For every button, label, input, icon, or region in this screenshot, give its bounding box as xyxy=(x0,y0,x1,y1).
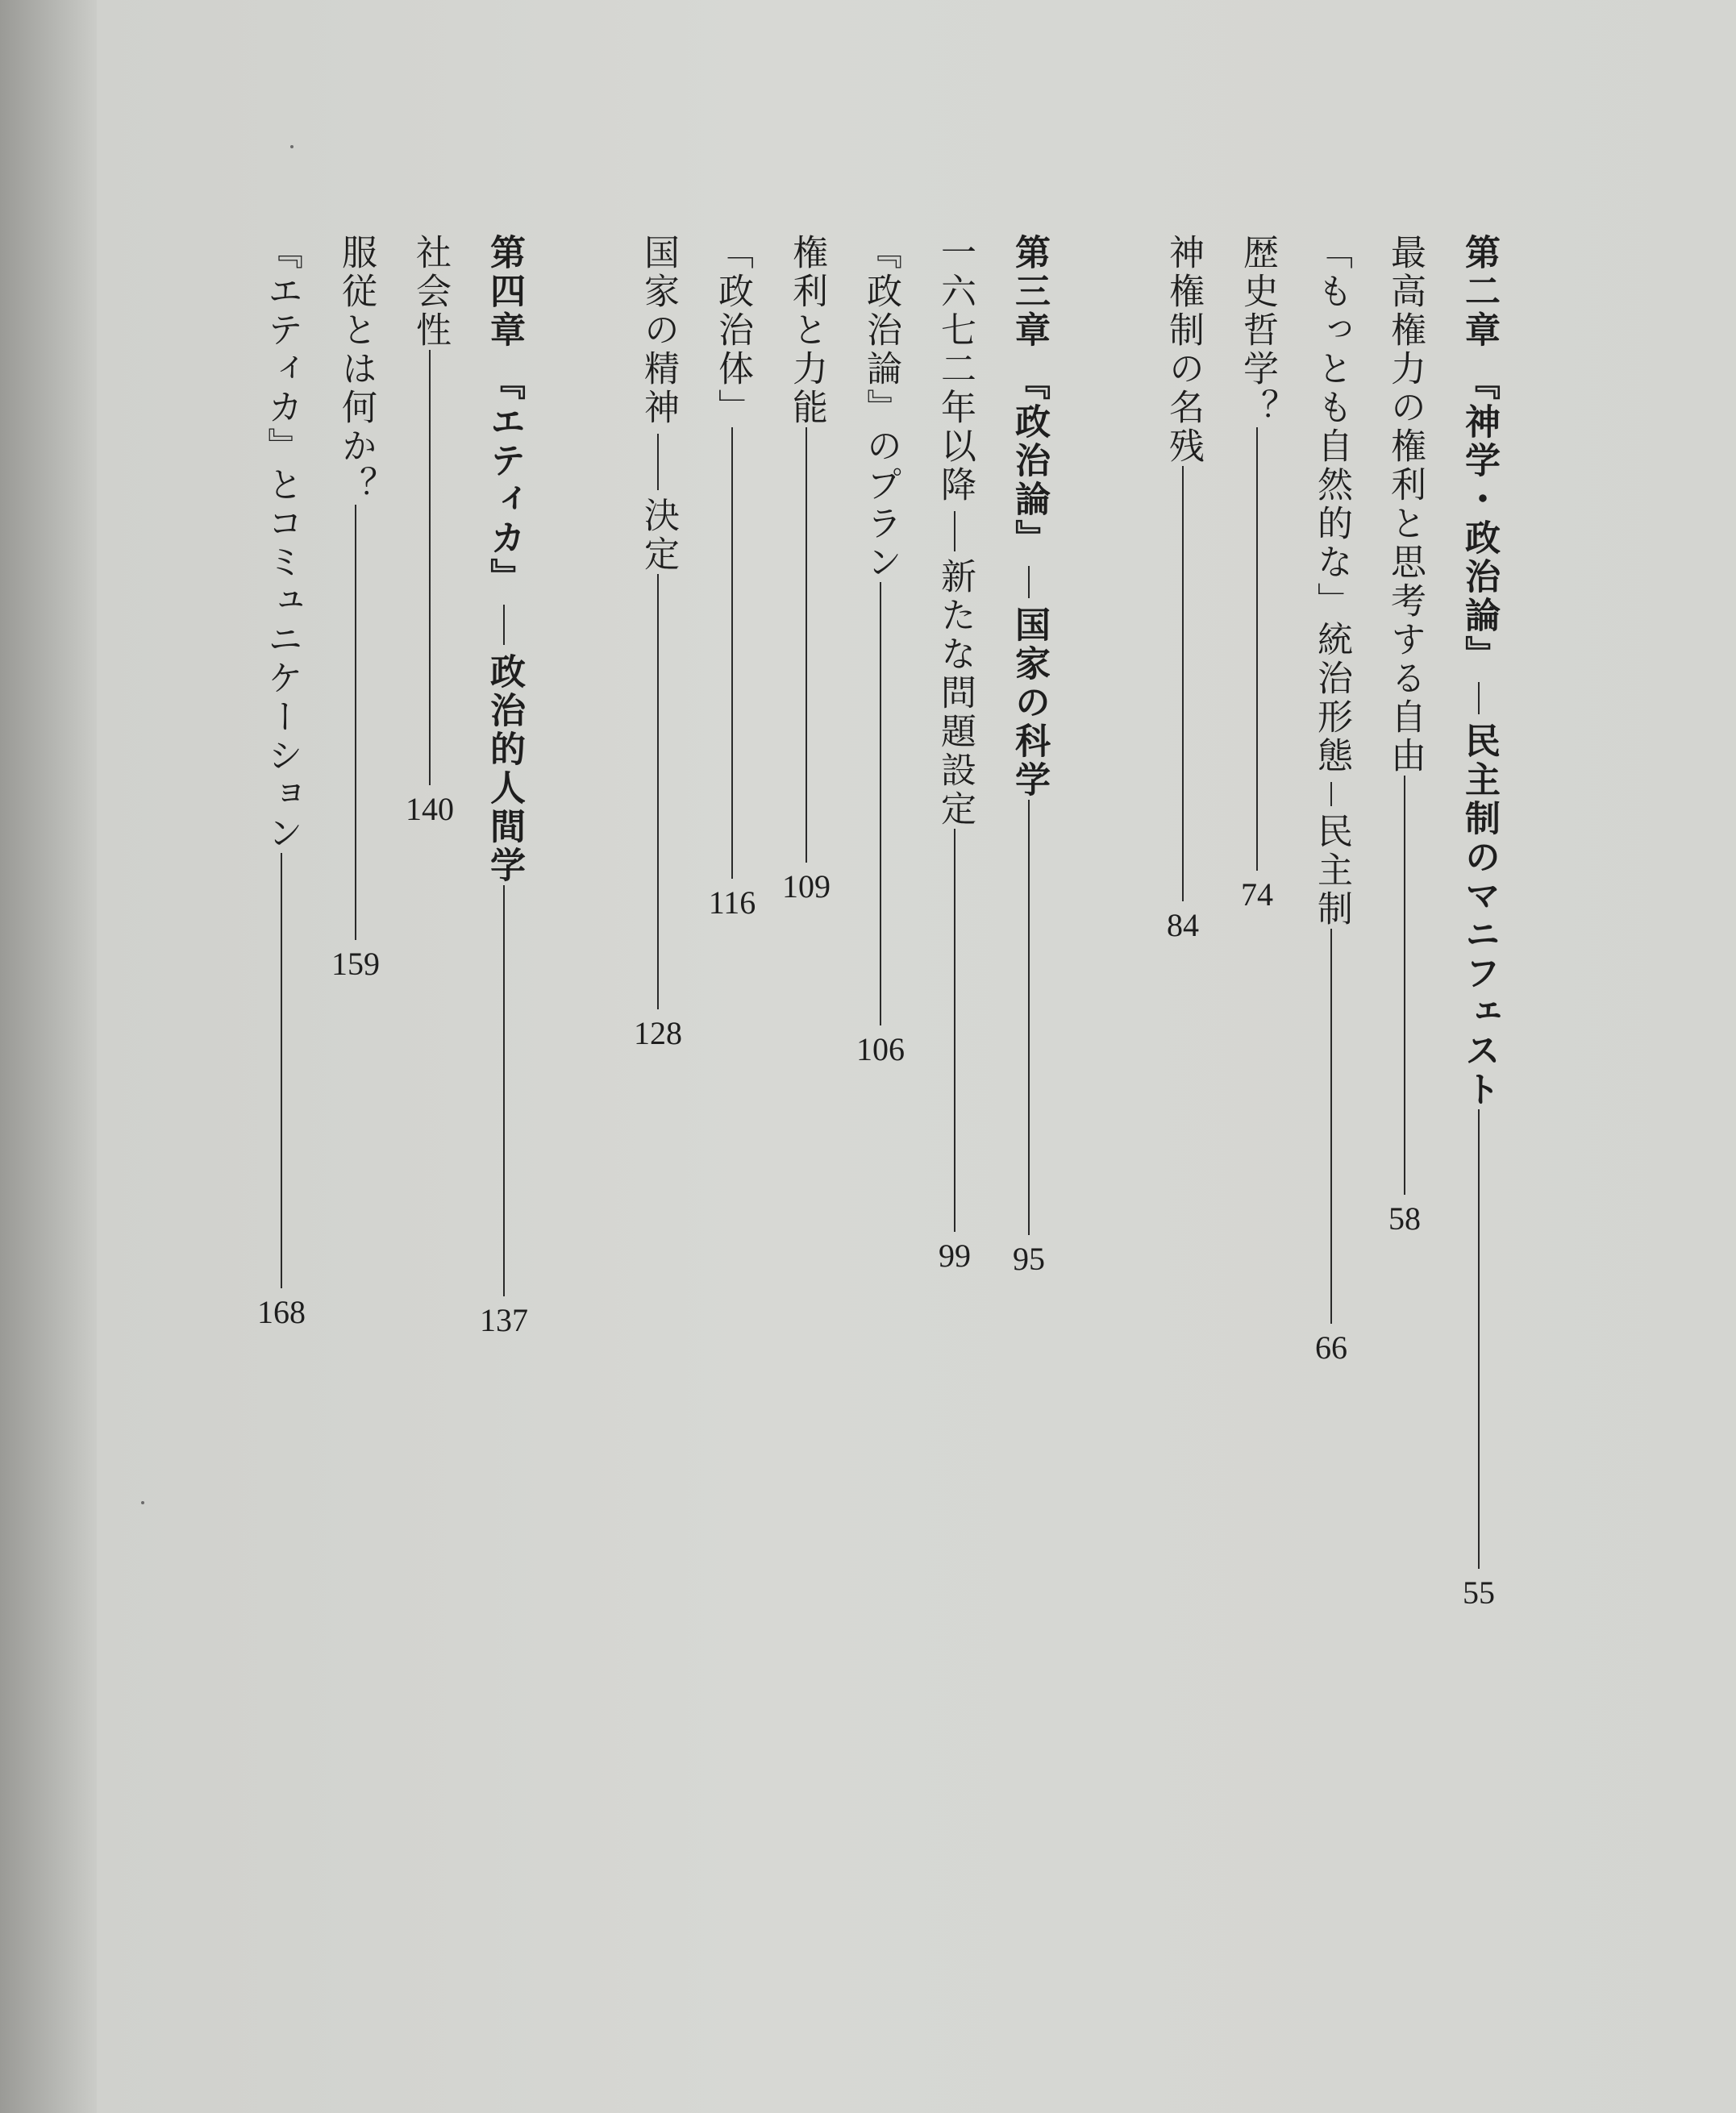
chapter-label: 第二章 xyxy=(1459,234,1500,350)
page-number: 58 xyxy=(1388,1200,1421,1237)
page-number: 66 xyxy=(1315,1329,1347,1366)
page-number: 109 xyxy=(782,868,831,905)
entry-title: 最高権力の権利と思考する自由 xyxy=(1384,234,1426,776)
chapter-title: 『政治論』 xyxy=(1009,364,1050,558)
page-number: 84 xyxy=(1167,907,1199,943)
entry-title: 国家の精神 xyxy=(638,234,679,427)
leader-rule xyxy=(503,885,505,1296)
toc-entry xyxy=(1380,234,1429,1237)
leader-rule xyxy=(1330,782,1332,806)
entry-subtitle: 決定 xyxy=(638,497,679,574)
leader-rule xyxy=(657,574,659,1009)
toc-entry xyxy=(406,234,454,828)
page-number: 106 xyxy=(856,1031,905,1067)
leader-rule xyxy=(1182,466,1184,901)
entry-title: 服従とは何か？ xyxy=(335,234,377,505)
paper-speck xyxy=(290,145,293,148)
page-number: 55 xyxy=(1463,1574,1495,1611)
book-gutter-shadow xyxy=(0,0,97,2113)
entry-title: 一六七二年以降 xyxy=(935,234,976,505)
toc-chapter-4-heading xyxy=(480,234,528,1339)
chapter-title: 『エティカ』 xyxy=(484,364,525,597)
toc-entry xyxy=(257,234,306,1331)
entry-title: 歴史哲学？ xyxy=(1237,234,1278,427)
toc-entry xyxy=(782,234,831,905)
leader-rule xyxy=(657,434,659,490)
page-number: 128 xyxy=(634,1015,682,1051)
leader-rule xyxy=(1330,929,1332,1324)
leader-rule xyxy=(954,511,955,551)
page-number: 168 xyxy=(257,1294,306,1330)
page-number: 74 xyxy=(1241,876,1273,913)
leader-rule xyxy=(1028,566,1030,598)
chapter-subtitle: 国家の科学 xyxy=(1009,606,1050,800)
toc-entry xyxy=(708,234,756,921)
page-number: 116 xyxy=(708,884,756,921)
toc-entry xyxy=(1307,234,1355,1366)
chapter-label: 第三章 xyxy=(1009,234,1050,350)
entry-subtitle: 新たな問題設定 xyxy=(935,558,976,829)
page-number: 95 xyxy=(1013,1241,1045,1277)
chapter-subtitle: 政治的人間学 xyxy=(484,653,525,885)
page-number: 159 xyxy=(331,946,380,982)
entry-subtitle: 民主制 xyxy=(1311,813,1352,929)
toc-entry xyxy=(1233,234,1281,913)
entry-title: 神権制の名残 xyxy=(1163,234,1204,466)
leader-rule xyxy=(806,427,807,863)
leader-rule xyxy=(1404,776,1405,1195)
leader-rule xyxy=(1478,1109,1480,1569)
chapter-title: 『神学・政治論』 xyxy=(1459,364,1500,674)
chapter-label: 第四章 xyxy=(484,234,525,350)
paper-speck xyxy=(141,1501,144,1504)
entry-title: 社会性 xyxy=(410,234,451,350)
entry-title: 「政治体」 xyxy=(712,234,753,427)
leader-rule xyxy=(1256,427,1258,871)
toc-entry xyxy=(634,234,682,1052)
entry-title: 「もっとも自然的な」統治形態 xyxy=(1311,234,1352,776)
leader-rule xyxy=(1028,800,1030,1235)
leader-rule xyxy=(1478,682,1480,714)
toc-entry xyxy=(1159,234,1207,944)
toc-entry xyxy=(856,234,905,1068)
leader-rule xyxy=(429,350,431,785)
leader-rule xyxy=(281,853,282,1288)
entry-title: 権利と力能 xyxy=(786,234,827,427)
toc-chapter-2-heading xyxy=(1455,234,1503,1612)
toc-entry xyxy=(331,234,380,983)
leader-rule xyxy=(355,505,356,940)
entry-title: 『政治論』のプラン xyxy=(860,234,901,582)
page-number: 99 xyxy=(939,1237,971,1274)
entry-title: 『エティカ』とコミュニケーション xyxy=(261,234,302,853)
leader-rule xyxy=(954,829,955,1232)
leader-rule xyxy=(503,605,505,645)
leader-rule xyxy=(731,427,733,879)
toc-entry xyxy=(930,234,979,1275)
toc-chapter-3-heading xyxy=(1005,234,1053,1278)
leader-rule xyxy=(880,582,881,1025)
page-number: 140 xyxy=(406,791,454,827)
page-number: 137 xyxy=(480,1302,528,1338)
chapter-subtitle: 民主制のマニフェスト xyxy=(1459,722,1500,1109)
